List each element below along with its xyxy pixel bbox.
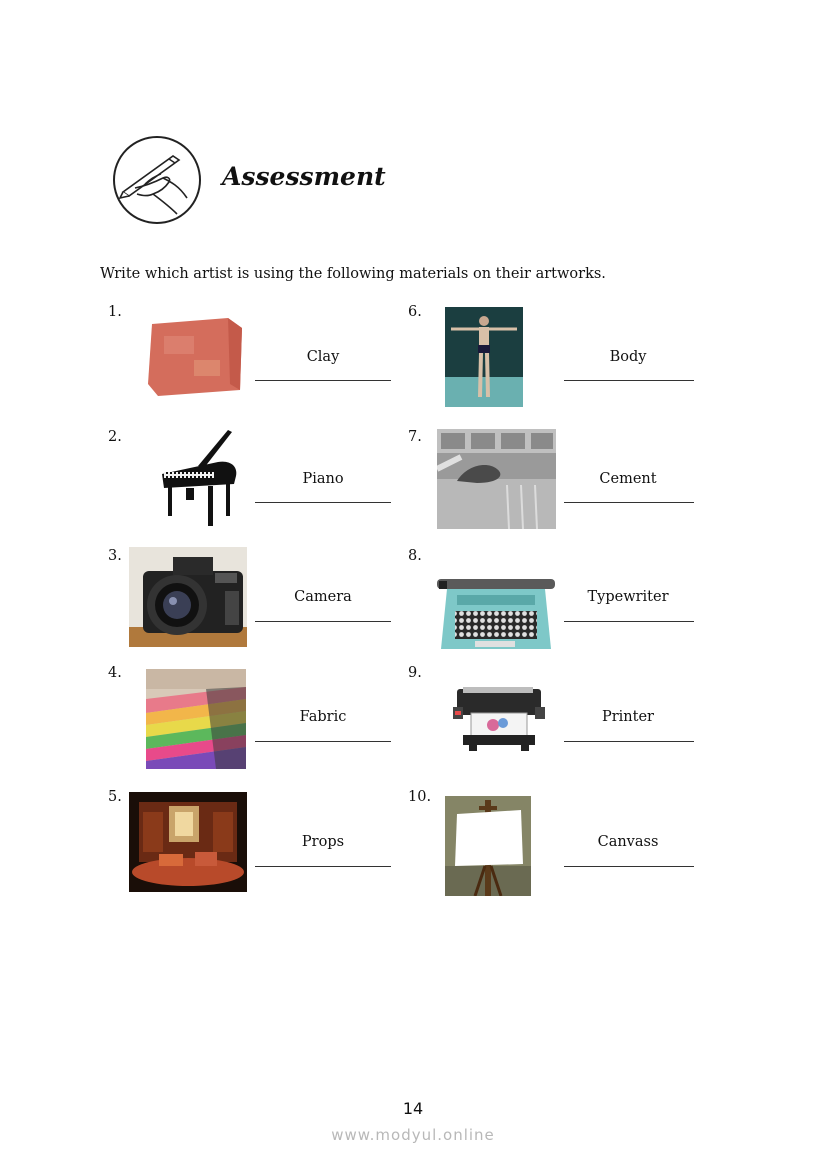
- item-number: 6.: [408, 304, 422, 320]
- answer-label: Typewriter: [587, 589, 669, 605]
- answer-label: Body: [609, 349, 647, 365]
- watermark: www.modyul.online: [331, 1126, 495, 1144]
- answer-label: Printer: [601, 709, 654, 725]
- item-number: 8.: [408, 548, 422, 564]
- item-number: 10.: [408, 789, 432, 805]
- instruction-text: Write which artist is using the following materials on their artworks.: [100, 266, 606, 282]
- stage-props-image: [129, 792, 247, 892]
- dancer-body-image: [445, 307, 523, 407]
- item-number: 4.: [108, 665, 122, 681]
- answer-label: Fabric: [299, 709, 347, 725]
- answer-label: Props: [301, 834, 345, 850]
- answer-line[interactable]: [564, 621, 694, 622]
- answer-line[interactable]: [255, 621, 391, 622]
- answer-line[interactable]: [564, 502, 694, 503]
- clay-block-image: [144, 314, 244, 398]
- item-number: 3.: [108, 548, 122, 564]
- answer-label: Clay: [306, 349, 340, 365]
- page-number: 14: [402, 1099, 424, 1118]
- answer-label: Canvass: [597, 834, 659, 850]
- cement-image: [437, 429, 556, 529]
- page-title: Assessment: [222, 162, 386, 191]
- answer-line[interactable]: [255, 502, 391, 503]
- answer-line[interactable]: [564, 866, 694, 867]
- item-number: 9.: [408, 665, 422, 681]
- printer-image: [453, 685, 545, 753]
- hand-writing-icon: [113, 136, 201, 224]
- answer-label: Cement: [599, 471, 657, 487]
- answer-line[interactable]: [564, 380, 694, 381]
- grand-piano-image: [158, 428, 242, 528]
- answer-line[interactable]: [255, 741, 391, 742]
- answer-line[interactable]: [255, 866, 391, 867]
- canvas-easel-image: [445, 796, 531, 896]
- answer-label: Camera: [294, 589, 352, 605]
- answer-line[interactable]: [255, 380, 391, 381]
- item-number: 5.: [108, 789, 122, 805]
- fabric-swatches-image: [146, 669, 246, 769]
- answer-line[interactable]: [564, 741, 694, 742]
- item-number: 7.: [408, 429, 422, 445]
- camera-image: [129, 547, 247, 647]
- answer-label: Piano: [302, 471, 344, 487]
- item-number: 2.: [108, 429, 122, 445]
- typewriter-image: [437, 575, 555, 655]
- item-number: 1.: [108, 304, 122, 320]
